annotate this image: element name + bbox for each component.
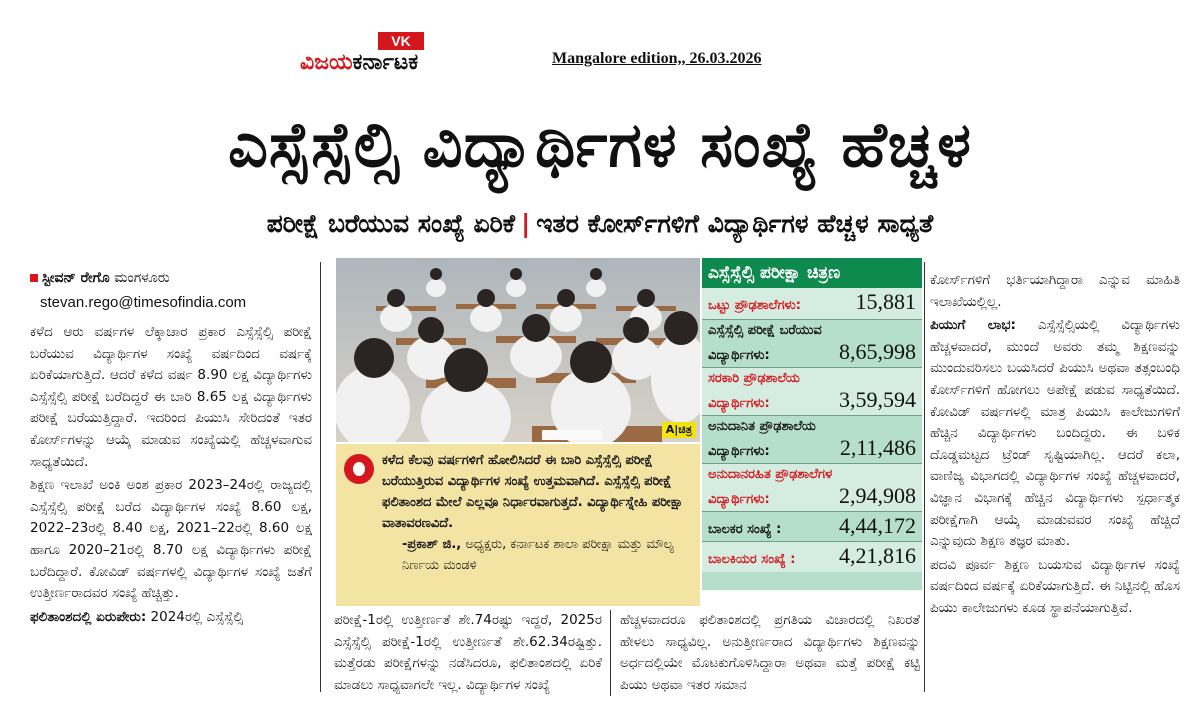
classroom-photo-image	[336, 258, 700, 442]
infobox-row	[702, 542, 922, 572]
infobox-value: 8,65,998	[839, 339, 916, 364]
logo-wordmark	[300, 50, 418, 75]
infobox-label: ಒಟ್ಟು ಪ್ರೌಢಶಾಲೆಗಳು:	[708, 298, 801, 313]
infobox-label: ಬಾಲಕಿಯರ ಸಂಖ್ಯೆ :	[708, 552, 796, 567]
infobox-row	[702, 288, 922, 320]
infobox-row	[702, 368, 922, 416]
newspaper-logo	[300, 32, 522, 78]
subheadline-separator: |	[521, 209, 531, 238]
column-divider	[320, 262, 321, 692]
column-divider	[924, 262, 925, 692]
infobox-value: 4,44,172	[839, 513, 916, 538]
article-column-4	[930, 270, 1180, 622]
byline-name: ಸ್ಟೀವನ್ ರೇಗೊ	[42, 270, 110, 286]
infobox-row	[702, 512, 922, 542]
article-paragraph: ಪರೀಕ್ಷೆ-1ರಲ್ಲಿ ಉತ್ತೀರ್ಣತೆ ಶೇ.74ರಷ್ಟು ಇದ್ದರೆ, 2025ರ ಎಸ್ಸೆಸ್ಸೆಲ್ಸಿ ಪರೀಕ್ಷೆ-1ರಲ್ಲಿ ಉತ್ತೀರ್ಣತೆ ಶೇ.62.34ರಷ್ಟಿತ್ತು. ಮತ್ತೆರಡು ಪರೀಕ್ಷೆಗಳನ್ನು ನಡೆಸಿದರೂ, ಫಲಿತಾಂಶದಲ್ಲಿ ಏರಿಕೆ ಮಾಡಲು ಸಾಧ್ಯವಾಗಲೇ ಇಲ್ಲ. ವಿದ್ಯಾರ್ಥಿಗಳ ಸಂಖ್ಯೆ	[334, 612, 602, 693]
logo-word-part2: ಕರ್ನಾಟಕ	[352, 50, 419, 75]
bullet-square-icon	[30, 274, 38, 282]
infobox-label: ವಿದ್ಯಾರ್ಥಿಗಳು:	[708, 396, 770, 411]
column-divider	[610, 610, 611, 696]
quote-author-name: -ಪ್ರಕಾಶ್ ಜಿ.,	[402, 537, 462, 552]
pull-quote	[336, 444, 700, 606]
classroom-photo	[336, 258, 700, 442]
infobox-label: ಅನುದಾನರಹಿತ ಪ್ರೌಢಶಾಲೆಗಳ	[708, 467, 833, 482]
quote-drop-icon	[344, 454, 374, 484]
subsection-heading: ಫಲಿತಾಂಶದಲ್ಲಿ ಏರುಪೇರು:	[30, 608, 147, 625]
infobox-row	[702, 464, 922, 512]
logo-badge: VK	[378, 32, 424, 50]
subheadline	[0, 206, 1200, 242]
edition-dateline: Mangalore edition,, 26.03.2026	[552, 50, 762, 67]
infobox-label: ಬಾಲಕರ ಸಂಖ್ಯೆ :	[708, 522, 782, 537]
logo-word-part1: ವಿಜಯ	[300, 50, 353, 75]
quote-author-role: ಅಧ್ಯಕ್ಷರು, ಕರ್ನಾಟಕ ಶಾಲಾ ಪರೀಕ್ಷಾ ಮತ್ತು ಮೌಲ್ಯ ನಿರ್ಣಯ ಮಂಡಳಿ	[402, 537, 674, 573]
infobox-label: ಸರಕಾರಿ ಪ್ರೌಢಶಾಲೆಯ	[708, 371, 800, 386]
infobox-label: ಅನುದಾನಿತ ಪ್ರೌಢಶಾಲೆಯ	[708, 419, 816, 434]
article-paragraph: ಶಿಕ್ಷಣ ಇಲಾಖೆ ಅಂಕಿ ಅಂಶ ಪ್ರಕಾರ 2023–24ರಲ್ಲಿ ರಾಜ್ಯದಲ್ಲಿ ಎಸ್ಸೆಸ್ಸೆಲ್ಸಿ ಪರೀಕ್ಷೆ ಬರೆದ ವಿದ್ಯಾರ್ಥಿಗಳ ಸಂಖ್ಯೆ 8.60 ಲಕ್ಷ, 2022–23ರಲ್ಲಿ 8.40 ಲಕ್ಷ, 2021–22ರಲ್ಲಿ 8.60 ಲಕ್ಷ ಹಾಗೂ 2020–21ರಲ್ಲಿ 8.70 ಲಕ್ಷ ವಿದ್ಯಾರ್ಥಿಗಳು ಪರೀಕ್ಷೆ ಬರೆದಿದ್ದಾರೆ. ಕೋವಿಡ್ ವರ್ಷಗಳಲ್ಲಿ ವಿದ್ಯಾರ್ಥಿಗಳ ಸಂಖ್ಯೆ ಜತೆಗೆ ಉತ್ತೀರ್ಣರಾದವರ ಸಂಖ್ಯೆ ಹೆಚ್ಚಿತ್ತು.	[30, 477, 312, 602]
quote-text: ಕಳೆದ ಕೆಲವು ವರ್ಷಗಳಿಗೆ ಹೋಲಿಸಿದರೆ ಈ ಬಾರಿ ಎಸ್ಸೆಸ್ಸೆಲ್ಸಿ ಪರೀಕ್ಷೆ ಬರೆಯುತ್ತಿರುವ ವಿದ್ಯಾರ್ಥಿಗಳ ಸಂಖ್ಯೆ ಉತ್ತಮವಾಗಿದೆ. ಎಸ್ಸೆಸ್ಸೆಲ್ಸಿ ಪರೀಕ್ಷೆ ಫಲಿತಾಂಶದ ಮೇಲೆ ಎಲ್ಲವೂ ನಿರ್ಧಾರವಾಗುತ್ತದೆ. ವಿದ್ಯಾರ್ಥಿಸ್ನೇಹಿ ಪರೀಕ್ಷಾ ವಾತಾವರಣವಿದೆ.	[382, 453, 684, 531]
stats-infobox	[702, 258, 922, 590]
article-paragraph: ಫಲಿತಾಂಶದಲ್ಲಿ ಏರುಪೇರು: 2024ರಲ್ಲಿ ಎಸ್ಸೆಸ್ಸೆಲ್ಸಿ	[30, 608, 244, 625]
article-paragraph: ಪಿಯುಗೆ ಲಾಭ: ಎಸ್ಸೆಸ್ಸೆಲ್ಸಿಯಲ್ಲಿ ವಿದ್ಯಾರ್ಥಿಗಳು ಹೆಚ್ಚಳವಾದರೆ, ಮುಂದೆ ಅವರು ತಮ್ಮ ಶಿಕ್ಷಣವನ್ನು ಮುಂದುವರಿಸಲು ಬಯಸಿದರೆ ಪಿಯುಸಿ ಅಥವಾ ತತ್ಸಂಬಂಧಿ ಕೋರ್ಸ್‌ಗಳಿಗೆ ಹೋಗಲು ಅಪೇಕ್ಷೆ ಪಡುವ ಸಾಧ್ಯತೆಯಿದೆ. ಕೋವಿಡ್ ವರ್ಷಗಳಲ್ಲಿ ಮಾತ್ರ ಪಿಯುಸಿ ಕಾಲೇಜುಗಳಿಗೆ ಹೆಚ್ಚಿನ ವಿದ್ಯಾರ್ಥಿಗಳು ಬಂದಿದ್ದರು. ಈ ಬಳಿಕ ದೊಡ್ಡಮಟ್ಟದ ಟ್ರೆಂಡ್ ಸೃಷ್ಟಿಯಾಗಿಲ್ಲ. ಆದರೆ ಕಲಾ, ವಾಣಿಜ್ಯ ವಿಭಾಗದಲ್ಲಿ ವಿದ್ಯಾರ್ಥಿಗಳ ಸಂಖ್ಯೆ ಹೆಚ್ಚಳವಾದರೆ, ವಿಜ್ಞಾನ ವಿಭಾಗಕ್ಕೆ ಹೆಚ್ಚಿನ ವಿದ್ಯಾರ್ಥಿಗಳು ಸ್ಪರ್ಧಾತ್ಮಕ ಪರೀಕ್ಷೆಗಾಗಿ ಆಯ್ಕೆ ಮಾಡುವವರ ಸಂಖ್ಯೆ ಹೆಚ್ಚಿದೆ ಎನ್ನುವುದು ಶಿಕ್ಷಣ ತಜ್ಞರ ಮಾತು.	[930, 317, 1180, 550]
byline	[30, 270, 170, 286]
headline: ಎಸ್ಸೆಸ್ಸೆಲ್ಸಿ ವಿದ್ಯಾರ್ಥಿಗಳ ಸಂಖ್ಯೆ ಹೆಚ್ಚಳ	[228, 108, 972, 181]
article-paragraph: ಹೆಚ್ಚಳವಾದರೂ ಫಲಿತಾಂಶದಲ್ಲಿ ಪ್ರಗತಿಯ ವಿಚಾರದಲ್ಲಿ ನಿಖರತೆ ಹೇಳಲು ಸಾಧ್ಯವಿಲ್ಲ. ಅನುತ್ತೀರ್ಣರಾದ ವಿದ್ಯಾರ್ಥಿಗಳು ಶಿಕ್ಷಣವನ್ನು ಅರ್ಧದಲ್ಲಿಯೇ ಮೊಟಕುಗೊಳಿಸಿದ್ದಾರಾ ಅಥವಾ ಮತ್ತೆ ಪರೀಕ್ಷೆ ಕಟ್ಟಿ ಪಿಯು ಅಥವಾ ಇತರ ಸಮಾನ	[620, 612, 920, 693]
infobox-value: 4,21,816	[839, 543, 916, 568]
infobox-value: 2,11,486	[839, 435, 916, 460]
byline-email: stevan.rego@timesofindia.com	[40, 294, 247, 311]
article-column-1	[30, 322, 312, 630]
article-column-2	[334, 610, 602, 698]
infobox-label: ವಿದ್ಯಾರ್ಥಿಗಳು:	[708, 444, 770, 459]
infobox-row	[702, 320, 922, 368]
infobox-label: ಎಸ್ಸೆಸ್ಸೆಲ್ಸಿ ಪರೀಕ್ಷೆ ಬರೆಯುವ	[708, 323, 822, 338]
article-paragraph: ಪದವಿ ಪೂರ್ವ ಶಿಕ್ಷಣ ಬಯಸುವ ವಿದ್ಯಾರ್ಥಿಗಳ ಸಂಖ್ಯೆ ವರ್ಷದಿಂದ ವರ್ಷಕ್ಕೆ ಏರಿಕೆಯಾಗುತ್ತಿದೆ. ಈ ನಿಟ್ಟಿನಲ್ಲಿ ಹೊಸ ಪಿಯು ಕಾಲೇಜುಗಳು ಕೂಡ ಸ್ಥಾಪನೆಯಾಗುತ್ತಿವೆ.	[930, 556, 1180, 616]
subsection-heading: ಪಿಯುಗೆ ಲಾಭ:	[930, 317, 1016, 334]
infobox-title: ಎಸ್ಸೆಸ್ಸೆಲ್ಸಿ ಪರೀಕ್ಷಾ ಚಿತ್ರಣ	[702, 258, 922, 288]
article-column-3	[620, 610, 920, 698]
infobox-label: ವಿದ್ಯಾರ್ಥಿಗಳು:	[708, 348, 770, 363]
subheadline-right: ಇತರ ಕೋರ್ಸ್‌ಗಳಿಗೆ ವಿದ್ಯಾರ್ಥಿಗಳ ಹೆಚ್ಚಳ ಸಾಧ್ಯತೆ	[536, 209, 934, 238]
subheadline-left: ಪರೀಕ್ಷೆ ಬರೆಯುವ ಸಂಖ್ಯೆ ಏರಿಕೆ	[266, 209, 516, 238]
article-paragraph: ಕೋರ್ಸ್‌ಗಳಿಗೆ ಭರ್ತಿಯಾಗಿದ್ದಾರಾ ಎನ್ನುವ ಮಾಹಿತಿ ಇಲಾಖೆಯಲ್ಲಿಲ್ಲ.	[930, 272, 1180, 310]
infobox-value: 15,881	[855, 289, 916, 314]
article-paragraph: ಕಳೆದ ಆರು ವರ್ಷಗಳ ಲೆಕ್ಕಾಚಾರ ಪ್ರಕಾರ ಎಸ್ಸೆಸ್ಸೆಲ್ಸಿ ಪರೀಕ್ಷೆ ಬರೆಯುವ ವಿದ್ಯಾರ್ಥಿಗಳ ಸಂಖ್ಯೆ ವರ್ಷದಿಂದ ವರ್ಷಕ್ಕೆ ಏರಿಕೆಯಾಗುತ್ತಿದೆ. ಆದರೆ ಕಳೆದ ವರ್ಷ 8.90 ಲಕ್ಷ ವಿದ್ಯಾರ್ಥಿಗಳು ಎಸ್ಸೆಸ್ಸೆಲ್ಸಿ ಪರೀಕ್ಷೆ ಬರೆದಿದ್ದರೆ ಈ ಬಾರಿ 8.65 ಲಕ್ಷ ವಿದ್ಯಾರ್ಥಿಗಳು ಪರೀಕ್ಷೆ ಬರೆಯುತ್ತಿದ್ದಾರೆ. ಇದರಿಂದ ಪಿಯುಸಿ ಸೇರಿದಂತೆ ಇತರ ಕೋರ್ಸ್‌ಗಳನ್ನು ಆಯ್ಕೆ ಮಾಡುವ ಸಂಖ್ಯೆಯಲ್ಲಿ ಹೆಚ್ಚಳವಾಗುವ ಸಾಧ್ಯತೆಯಿದೆ.	[30, 324, 312, 470]
infobox-value: 3,59,594	[839, 387, 916, 412]
infobox-row	[702, 416, 922, 464]
quote-author	[382, 534, 690, 576]
photo-credit: A|ಚಿತ್ರ	[662, 422, 696, 438]
infobox-label: ವಿದ್ಯಾರ್ಥಿಗಳು:	[708, 492, 770, 507]
byline-place: ಮಂಗಳೂರು	[114, 270, 170, 286]
infobox-value: 2,94,908	[839, 483, 916, 508]
